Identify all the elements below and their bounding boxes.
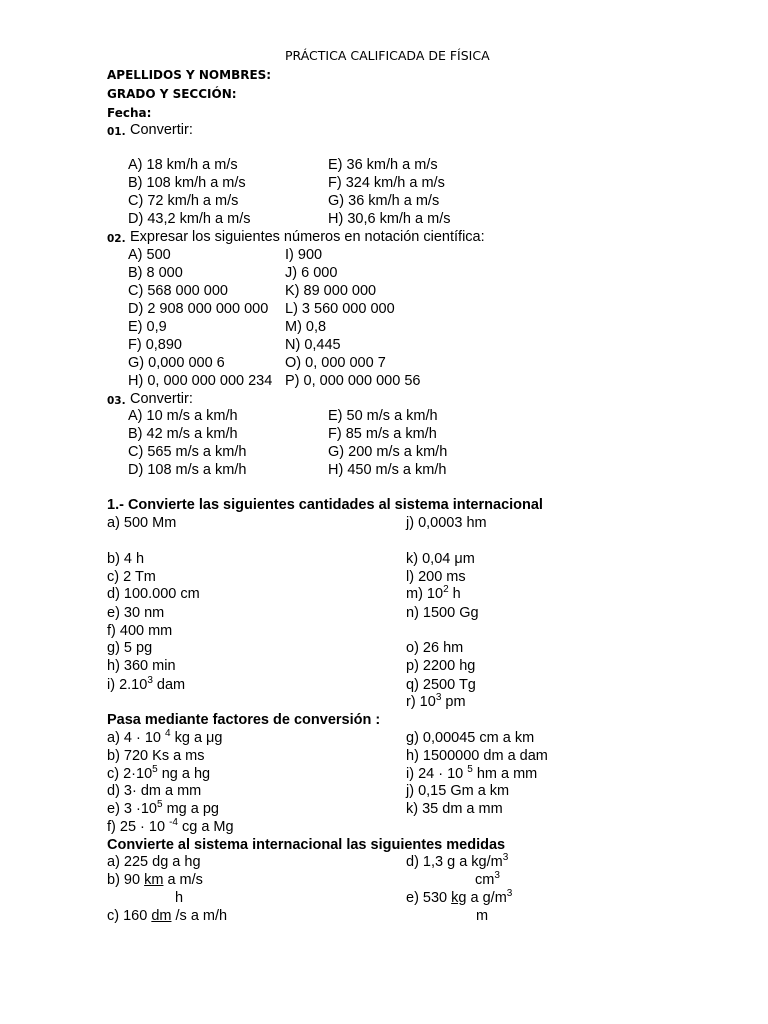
q02-item: E) 0,9	[128, 319, 167, 335]
q01-item: B) 108 km/h a m/s	[128, 175, 246, 191]
q01-item: F) 324 km/h a m/s	[328, 175, 445, 191]
q01-prompt: Convertir:	[130, 122, 193, 138]
fecha-label: Fecha:	[107, 106, 152, 120]
s1-item: a) 500 Mm	[107, 515, 177, 531]
q02-item: B) 8 000	[128, 265, 183, 281]
q02-item: N) 0,445	[285, 337, 341, 353]
s2-item: d) 3· dm a mm	[107, 783, 202, 799]
s1-item: h) 360 min	[107, 658, 176, 674]
s1-item: r) $10^3$ pm	[406, 692, 466, 710]
q03-item: H) 450 m/s a km/h	[328, 462, 447, 478]
s1-item: g) 5 pg	[107, 640, 153, 656]
q02-item: M) 0,8	[285, 319, 327, 335]
q02-item: G) 0,000 000 6	[128, 355, 225, 371]
s3-denominator: $cm^3$	[475, 870, 500, 888]
s2-item: h) 1500000 dm a dam	[406, 748, 548, 764]
s1-item: p) 2200 hg	[406, 658, 476, 674]
q02-item: O) 0, 000 000 7	[285, 355, 386, 371]
q02-item: K) 89 000 000	[285, 283, 377, 299]
q01-number: 01.	[107, 126, 126, 138]
q02-number: 02.	[107, 233, 126, 245]
section2-heading: Pasa mediante factores de conversión :	[107, 712, 381, 728]
s3-item: d) 1,3 g a $kg/m^3$	[406, 852, 509, 870]
q01-item: E) 36 km/h a m/s	[328, 157, 438, 173]
q03-item: G) 200 m/s a km/h	[328, 444, 448, 460]
s3-item: a) 225 dg a hg	[107, 854, 201, 870]
grado-label: GRADO Y SECCIÓN:	[107, 87, 237, 101]
s2-item: b) 720 Ks a ms	[107, 748, 205, 764]
s3-denominator: h	[175, 890, 184, 906]
s2-item: k) 35 dm a mm	[406, 801, 503, 817]
q02-item: F) 0,890	[128, 337, 182, 353]
q01-item: D) 43,2 km/h a m/s	[128, 211, 251, 227]
s3-item: c) 160 dm /s a m/h	[107, 908, 228, 924]
q03-prompt: Convertir:	[130, 391, 193, 407]
s2-item: j) 0,15 Gm a km	[406, 783, 510, 799]
s1-item: d) 100.000 cm	[107, 586, 200, 602]
s3-item: e) 530 kg a $g/m^3$	[406, 888, 513, 906]
s1-item: j) 0,0003 hm	[406, 515, 487, 531]
s2-item: c) $2\cdot 10^5$ ng a hg	[107, 764, 211, 782]
page-title: PRÁCTICA CALIFICADA DE FÍSICA	[285, 48, 490, 63]
q03-number: 03.	[107, 395, 126, 407]
q03-item: A) 10 m/s a km/h	[128, 408, 238, 424]
q02-item: D) 2 908 000 000 000	[128, 301, 269, 317]
s1-item: m) $10^2$ h	[406, 584, 461, 602]
s1-item: i) 2.10$^3$ dam	[107, 675, 186, 693]
section1-heading: 1.- Convierte las siguientes cantidades al sistema internacional	[107, 497, 543, 513]
q02-item: J) 6 000	[285, 265, 338, 281]
s1-item: l) 200 ms	[406, 569, 466, 585]
q03-item: E) 50 m/s a km/h	[328, 408, 438, 424]
q02-item: L) 3 560 000 000	[285, 301, 395, 317]
s1-item: c) 2 Tm	[107, 569, 156, 585]
q01-item: C) 72 km/h a m/s	[128, 193, 239, 209]
q01-item: A) 18 km/h a m/s	[128, 157, 238, 173]
q02-item: C) 568 000 000	[128, 283, 228, 299]
s2-item: g) 0,00045 cm a km	[406, 730, 535, 746]
q03-item: F) 85 m/s a km/h	[328, 426, 437, 442]
s2-item: a) 4 · 10 $^4$ kg a μg	[107, 728, 223, 746]
s2-item: f) 25 · 10 $^{-4}$ cg a Mg	[107, 817, 234, 835]
q03-item: C) 565 m/s a km/h	[128, 444, 247, 460]
s1-item: e) 30 nm	[107, 605, 165, 621]
s3-denominator: m	[476, 908, 489, 924]
q02-item: I) 900	[285, 247, 323, 263]
q02-prompt: Expresar los siguientes números en notación científica:	[130, 229, 485, 245]
s1-item: q) 2500 Tg	[406, 677, 476, 693]
s1-item: f) 400 mm	[107, 623, 173, 639]
q03-item: D) 108 m/s a km/h	[128, 462, 247, 478]
q02-item: H) 0, 000 000 000 234	[128, 373, 273, 389]
q01-item: H) 30,6 km/h a m/s	[328, 211, 451, 227]
s1-item: b) 4 h	[107, 551, 145, 567]
s2-item: e) $3 \cdot 10^5$ mg a pg	[107, 799, 219, 817]
s2-item: i) 24 · 10 $^5$ hm a mm	[406, 764, 538, 782]
q03-item: B) 42 m/s a km/h	[128, 426, 238, 442]
q01-item: G) 36 km/h a m/s	[328, 193, 440, 209]
s3-item: b) 90 km a m/s	[107, 872, 203, 888]
q02-item: P) 0, 000 000 000 56	[285, 373, 421, 389]
s1-item: k) 0,04 μm	[406, 551, 475, 567]
apellidos-label: APELLIDOS Y NOMBRES:	[107, 68, 272, 82]
s1-item: n) 1500 Gg	[406, 605, 479, 621]
s1-item: o) 26 hm	[406, 640, 464, 656]
q02-item: A) 500	[128, 247, 171, 263]
section3-heading: Convierte al sistema internacional las siguientes medidas	[107, 837, 506, 853]
